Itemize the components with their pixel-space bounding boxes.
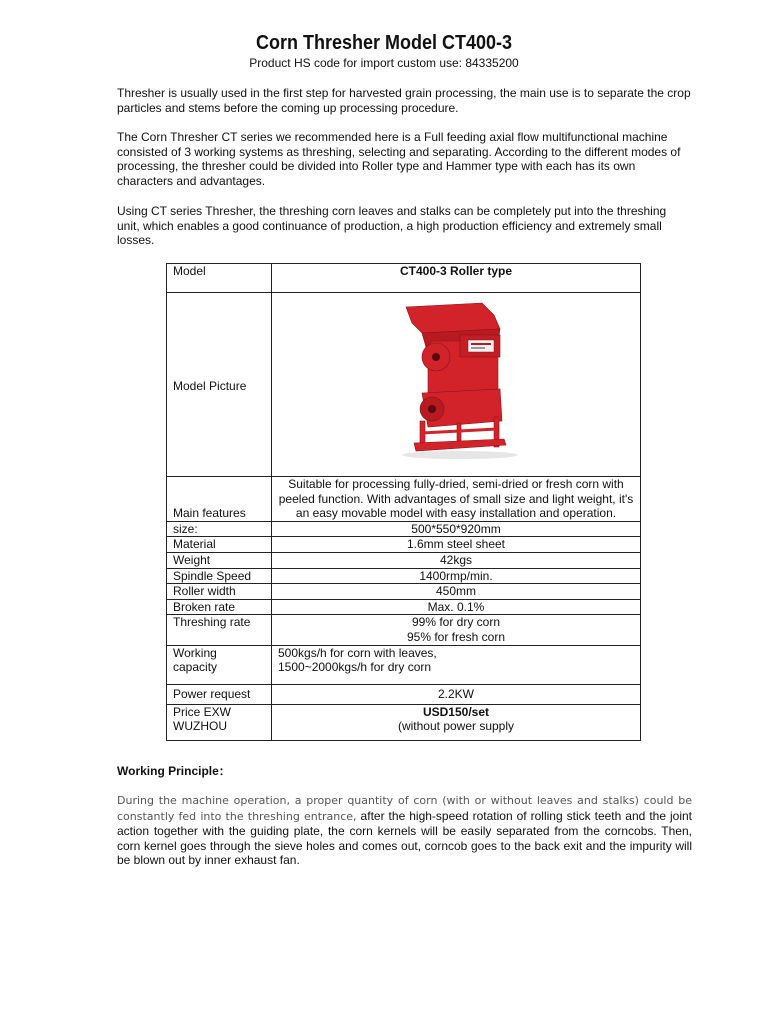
intro-paragraph-1: Thresher is usually used in the first step for harvested grain processing, the main use is to separate the crop particles and stems before the coming up processing procedure. [117, 86, 691, 115]
working-principle-text: after the high-speed rotation of rolling stick teeth and the joint action together with the guiding plate, the corn kernels will be easily separated from the corncobs. Then, corn kernel goes through the sieve holes and comes out, corncob goes to the back exit and the impurity will be blown out by inner exhaust fan. [117, 808, 693, 868]
table-row [167, 584, 641, 600]
power-label: Power request [167, 684, 272, 704]
capacity-label-line-2: capacity [173, 660, 218, 675]
spindle-speed-value: 1400rmp/min. [272, 568, 641, 584]
working-principle-paragraph [117, 793, 692, 868]
table-row [167, 599, 641, 615]
price-value-cell [272, 704, 641, 740]
hs-code-line: Product HS code for import custom use: 84335200 [249, 56, 519, 70]
capacity-label [167, 645, 272, 684]
table-row [167, 615, 641, 645]
roller-width-label: Roller width [167, 584, 272, 600]
price-note: (without power supply [397, 719, 515, 734]
table-row [167, 293, 641, 477]
capacity-value [272, 645, 641, 684]
roller-width-value: 450mm [272, 584, 641, 600]
spindle-speed-label: Spindle Speed [167, 568, 272, 584]
size-value: 500*550*920mm [272, 521, 641, 537]
weight-label: Weight [167, 552, 272, 568]
threshing-rate-value [272, 615, 641, 645]
features-value: Suitable for processing fully-dried, semi-dried or fresh corn with peeled function. With advantages of small size and light weight, it's an easy movable model with easy installation and operation. [272, 477, 641, 522]
picture-cell [272, 293, 641, 477]
weight-value: 42kgs [272, 552, 641, 568]
price-label [167, 704, 272, 740]
intro-paragraph-2: The Corn Thresher CT series we recommended here is a Full feeding axial flow multifunctional machine consisted of 3 working systems as threshing, selecting and separating. According to the different modes of processing, the thresher could be divided into Roller type and Hammer type with each has its own characters and advantages. [117, 130, 681, 188]
price-label-line-1: Price EXW [173, 704, 232, 719]
table-row [167, 552, 641, 568]
broken-rate-label: Broken rate [167, 599, 272, 615]
model-label: Model [167, 264, 272, 293]
table-row [167, 521, 641, 537]
threshing-rate-label: Threshing rate [167, 615, 272, 645]
broken-rate-value: Max. 0.1% [272, 599, 641, 615]
table-row [167, 264, 641, 293]
working-principle-heading: Working Principle： [117, 764, 231, 778]
spec-table [166, 263, 641, 741]
working-principle-grey-text: During the machine operation, a proper quantity of corn (with or without leaves and stalks) could be constantly fed into the threshing entrance, [117, 794, 692, 823]
picture-label-cell [167, 293, 272, 477]
table-row [167, 684, 641, 704]
capacity-value-leaves: 500kgs/h for corn with leaves, [278, 645, 437, 660]
material-value: 1.6mm steel sheet [272, 537, 641, 553]
price-label-line-2: WUZHOU [173, 719, 227, 734]
price-value: USD150/set [422, 704, 490, 719]
features-label: Main features [167, 477, 272, 522]
document-title: Corn Thresher Model CT400-3 [255, 32, 513, 54]
corn-thresher-machine-image [272, 293, 640, 476]
capacity-value-dry: 1500~2000kgs/h for dry corn [278, 660, 432, 675]
material-label: Material [167, 537, 272, 553]
table-row [167, 704, 641, 740]
power-value: 2.2KW [272, 684, 641, 704]
size-label: size: [167, 521, 272, 537]
table-row [167, 568, 641, 584]
table-row [167, 645, 641, 684]
table-row [167, 537, 641, 553]
capacity-label-line-1: Working [173, 645, 217, 660]
threshing-rate-fresh: 95% for fresh corn [406, 629, 506, 644]
picture-label: Model Picture [173, 379, 247, 393]
threshing-rate-dry: 99% for dry corn [411, 615, 501, 630]
table-row [167, 477, 641, 522]
intro-paragraph-3: Using CT series Thresher, the threshing corn leaves and stalks can be completely put into the threshing unit, which enables a good continuance of production, a high production efficiency and extremely small losses. [117, 204, 667, 248]
model-value: CT400-3 Roller type [272, 264, 641, 293]
